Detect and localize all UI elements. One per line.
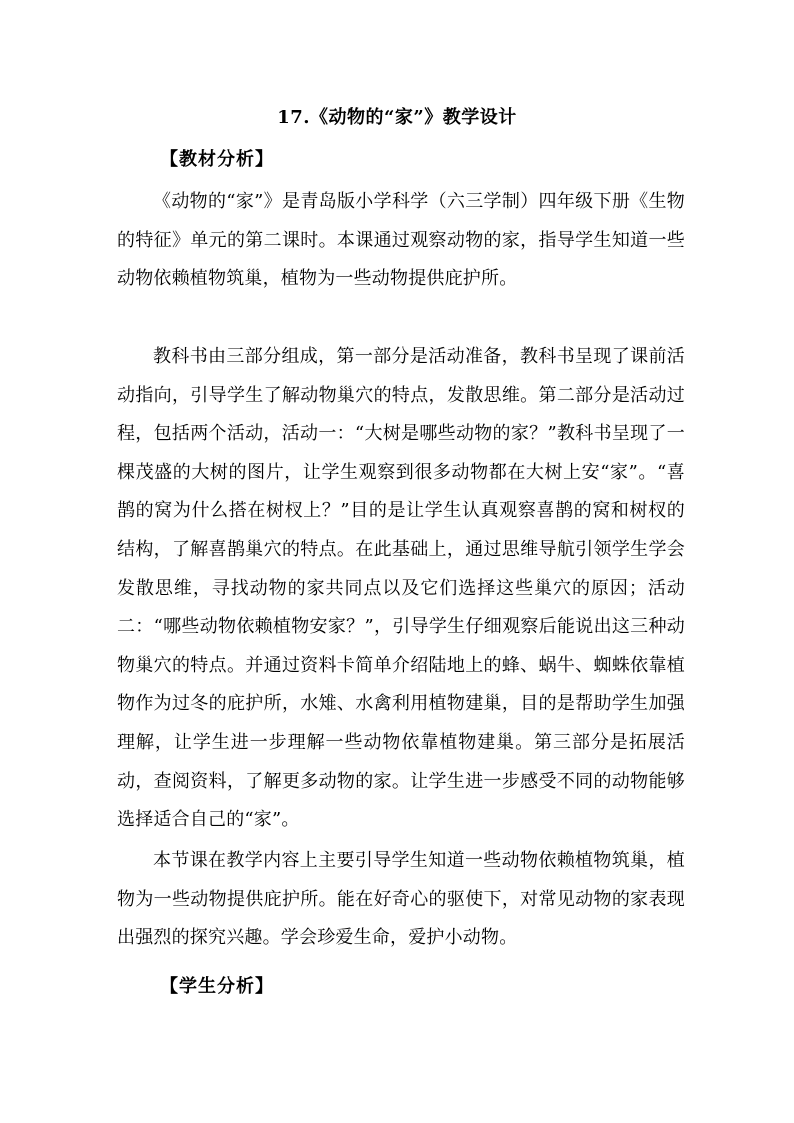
- section-heading-student-analysis: 【学生分析】: [160, 976, 274, 997]
- paragraph-intro: 《动物的“家”》是青岛版小学科学（六三学制）四年级下册《生物的特征》单元的第二课时。本课通过观察动物的家，指导学生知道一些动物依赖植物筑巢，植物为一些动物提供庇护所。: [117, 191, 685, 290]
- paragraph-textbook-structure: 教科书由三部分组成，第一部分是活动准备，教科书呈现了课前活动指向，引导学生了解动物巢穴的特点，发散思维。第二部分是活动过程，包括两个活动，活动一：“大树是哪些动物的家？”教科书呈现了一棵茂盛的大树的图片，让学生观察到很多动物都在大树上安“家”。“喜鹊的窝为什么搭在树杈上？”目的是让学生认真观察喜鹊的窝和树杈的结构，了解喜鹊巢穴的特点。在此基础上，通过思维导航引领学生学会发散思维，寻找动物的家共同点以及它们选择这些巢穴的原因；活动二：“哪些动物依赖植物安家？”，引导学生仔细观察后能说出这三种动物巢穴的特点。并通过资料卡简单介绍陆地上的蜂、蜗牛、蜘蛛依靠植物作为过冬的庇护所，水雉、水禽利用植物建巢，目的是帮助学生加强理解，让学生进一步理解一些动物依靠植物建巢。第三部分是拓展活动，查阅资料，了解更多动物的家。让学生进一步感受不同的动物能够选择适合自己的“家”。: [117, 346, 685, 831]
- document-title: 17.《动物的“家”》教学设计: [277, 107, 517, 128]
- paragraph-teaching-content: 本节课在教学内容上主要引导学生知道一些动物依赖植物筑巢，植物为一些动物提供庇护所。能在好奇心的驱使下，对常见动物的家表现出强烈的探究兴趣。学会珍爱生命，爱护小动物。: [117, 850, 685, 949]
- section-heading-textbook-analysis: 【教材分析】: [160, 149, 274, 170]
